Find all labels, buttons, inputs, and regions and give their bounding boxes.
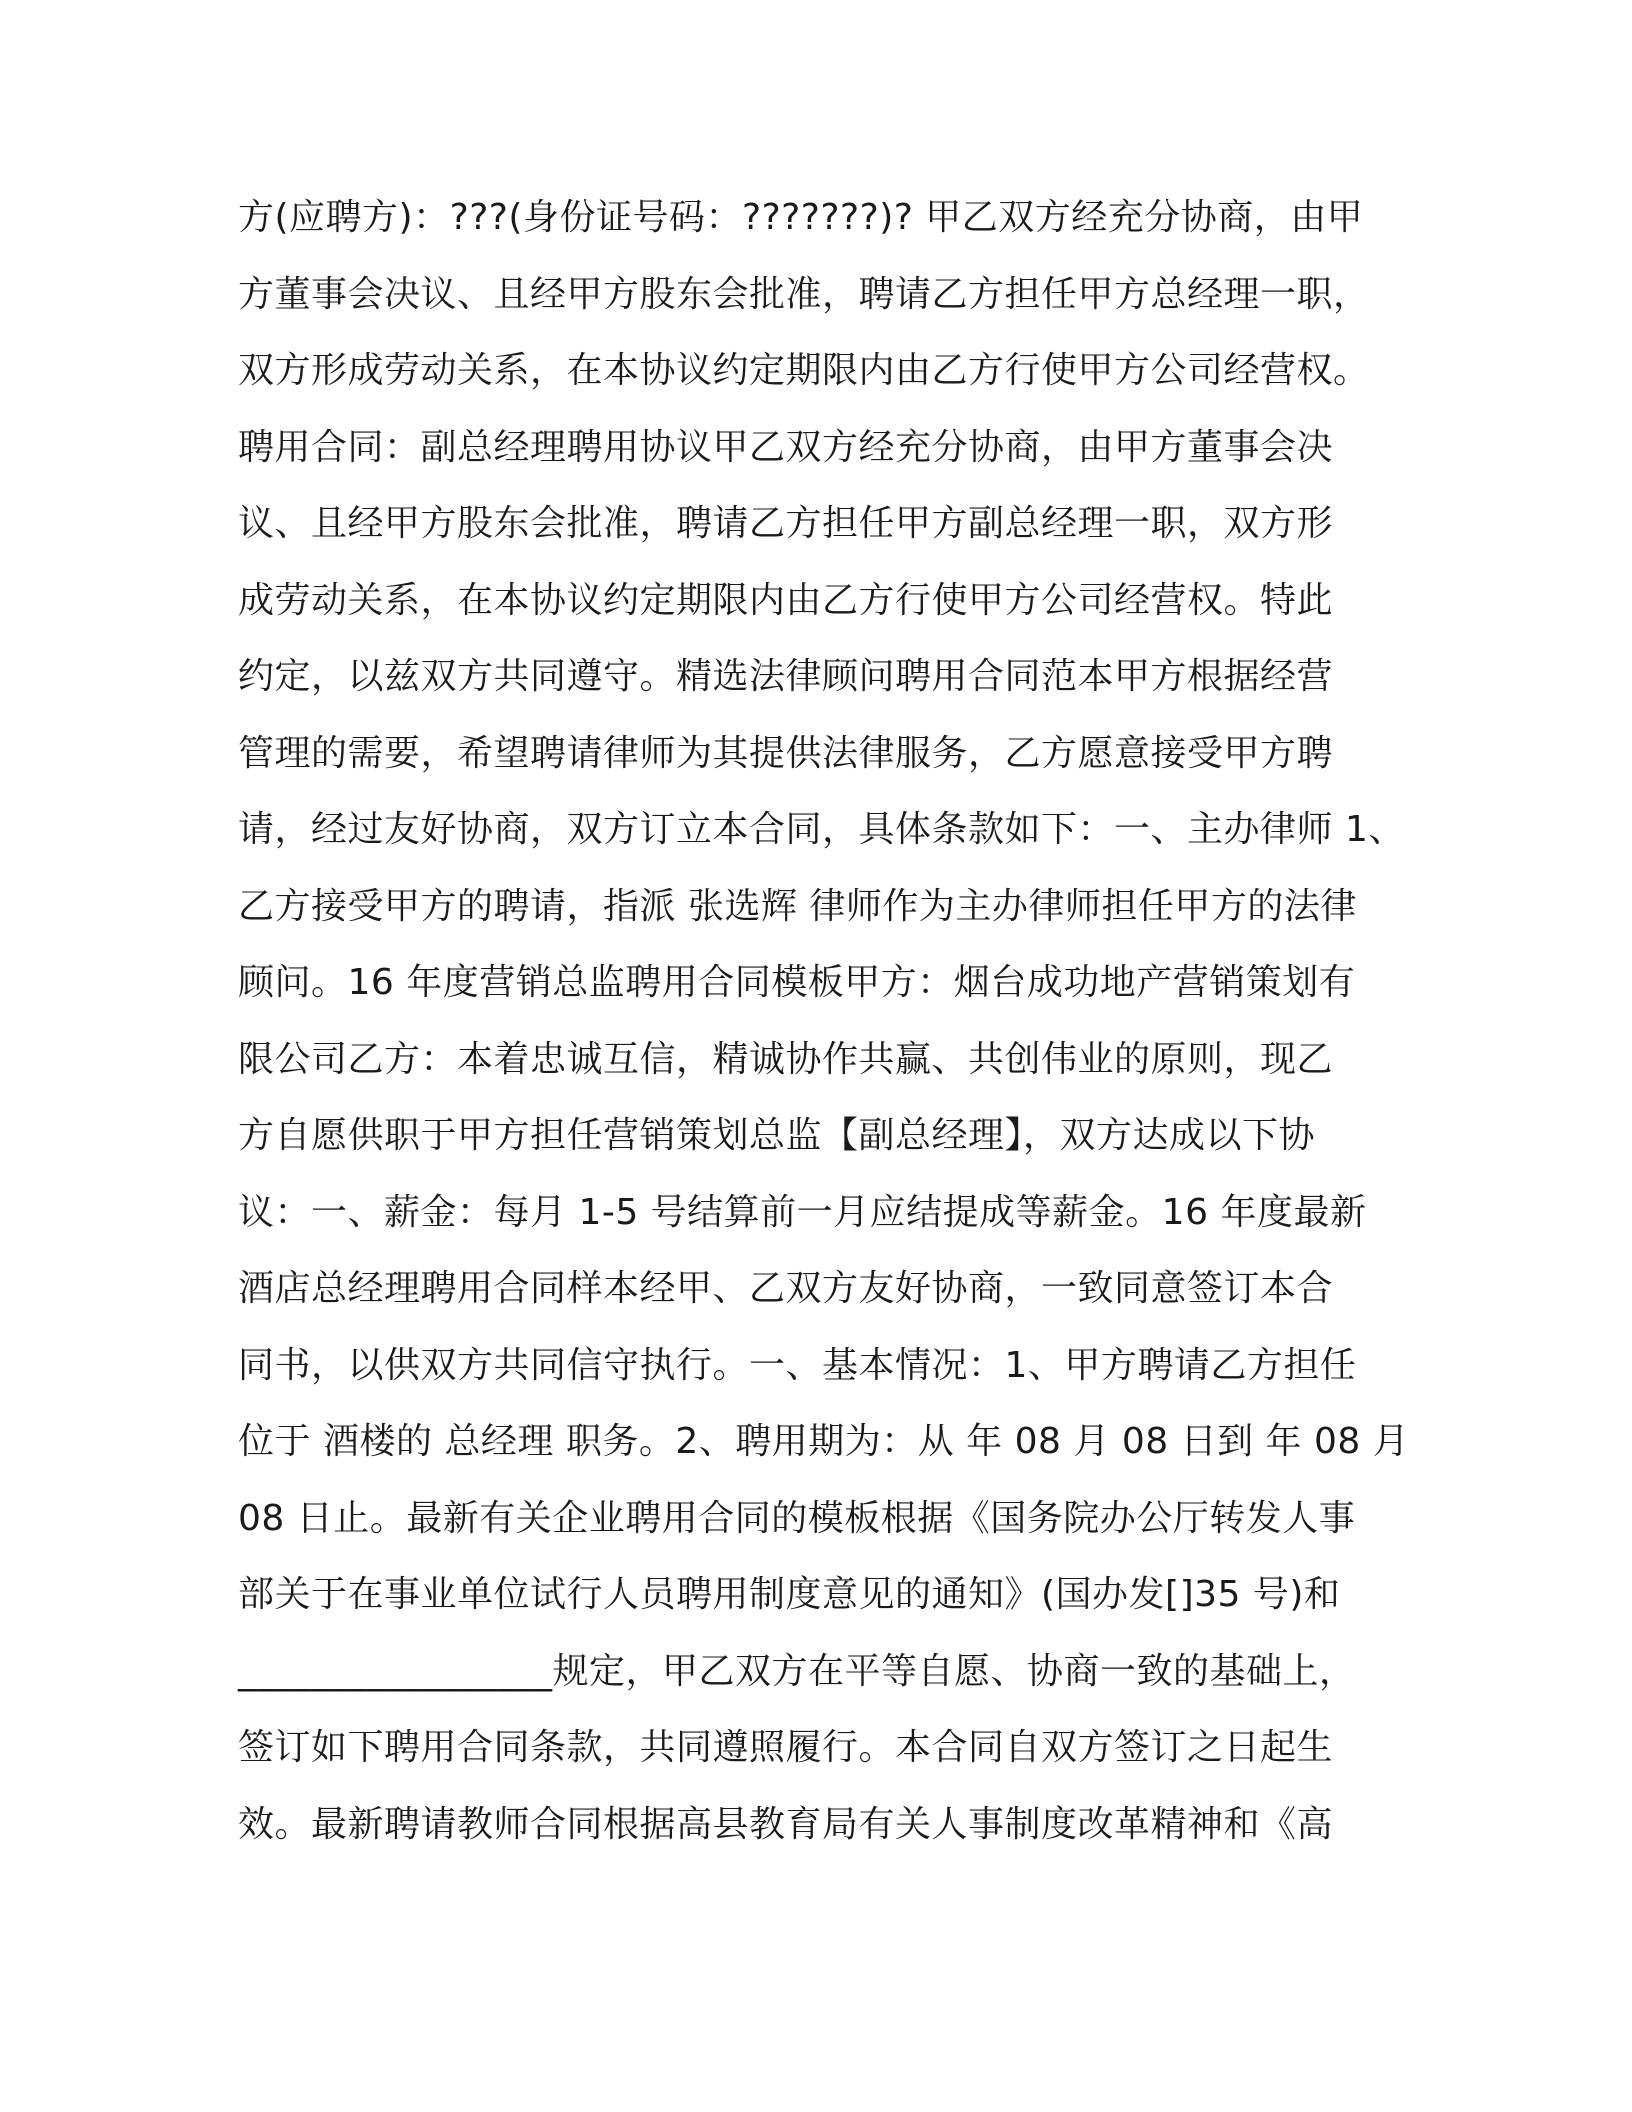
text-line: 约定，以兹双方共同遵守。精选法律顾问聘用合同范本甲方根据经营	[238, 656, 1334, 697]
text-line: 乙方接受甲方的聘请，指派 张选辉 律师作为主办律师担任甲方的法律	[238, 885, 1357, 927]
text-line: 签订如下聘用合同条款，共同遵照履行。本合同自双方签订之日起生	[238, 1727, 1334, 1768]
text-line: 顾问。16 年度营销总监聘用合同模板甲方：烟台成功地产营销策划有	[238, 962, 1356, 1003]
text-line: 方自愿供职于甲方担任营销策划总监【副总经理】，双方达成以下协	[238, 1115, 1316, 1156]
text-line: _________________规定，甲乙双方在平等自愿、协商一致的基础上，	[238, 1650, 1356, 1692]
text-line: 请，经过友好协商，双方订立本合同，具体条款如下：一、主办律师 1、	[238, 809, 1405, 850]
text-line: 08 日止。最新有关企业聘用合同的模板根据《国务院办公厅转发人事	[238, 1497, 1356, 1539]
text-line: 限公司乙方：本着忠诚互信，精诚协作共赢、共创伟业的原则，现乙	[238, 1038, 1334, 1080]
text-line: 管理的需要，希望聘请律师为其提供法律服务，乙方愿意接受甲方聘	[238, 732, 1334, 774]
text-line: 酒店总经理聘用合同样本经甲、乙双方友好协商，一致同意签订本合	[238, 1268, 1334, 1309]
text-line: 聘用合同：副总经理聘用协议甲乙双方经充分协商，由甲方董事会决	[238, 426, 1334, 468]
body-text	[238, 190, 1438, 1873]
text-line: 位于 酒楼的 总经理 职务。2、聘用期为：从 年 08 月 08 日到 年 08 月	[238, 1421, 1410, 1462]
text-line: 议：一、薪金：每月 1-5 号结算前一月应结提成等薪金。16 年度最新	[238, 1191, 1367, 1233]
text-line: 方(应聘方)：???(身份证号码：???????)? 甲乙双方经充分协商，由甲	[238, 197, 1364, 238]
text-line: 部关于在事业单位试行人员聘用制度意见的通知》(国办发[]35 号)和	[238, 1574, 1341, 1615]
text-line: 效。最新聘请教师合同根据高县教育局有关人事制度改革精神和《高	[238, 1803, 1334, 1845]
text-line: 议、且经甲方股东会批准，聘请乙方担任甲方副总经理一职，双方形	[238, 503, 1334, 544]
text-line: 方董事会决议、且经甲方股东会批准，聘请乙方担任甲方总经理一职，	[238, 273, 1370, 315]
text-line: 成劳动关系，在本协议约定期限内由乙方行使甲方公司经营权。特此	[238, 579, 1334, 621]
text-line: 同书，以供双方共同信守执行。一、基本情况：1、甲方聘请乙方担任	[238, 1344, 1357, 1386]
text-line: 双方形成劳动关系，在本协议约定期限内由乙方行使甲方公司经营权。	[238, 350, 1370, 391]
